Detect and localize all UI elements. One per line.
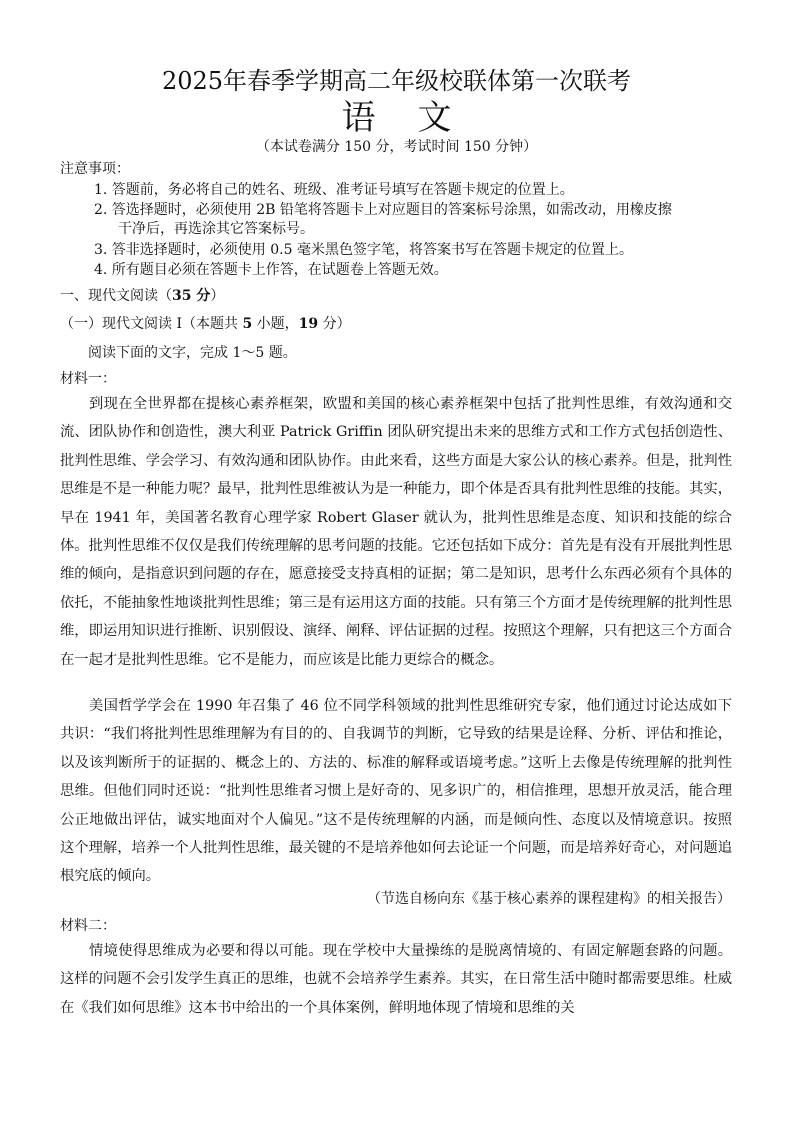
subsection-heading: （一）现代文阅读 I（本题共 5 小题，19 分）: [60, 316, 351, 332]
notice-item: 2. 答选择题时，必须使用 2B 铅笔将答题卡上对应题目的答案标号涂黑，如需改动，用橡皮擦: [94, 202, 672, 218]
subject-title: 语文: [341, 98, 494, 138]
material-1-label: 材料一：: [60, 371, 116, 387]
material-1-paragraph: 到现在全世界都在提核心素养框架，欧盟和美国的核心素养框架中包括了批判性思维，有效沟通和交流、团队协作和创造性，澳大利亚 Patrick Griffin 团队研究提出未来的思维方式和工作方式包括创造性、批判性思维、学会学习、有效沟通和团队协作。由此来看，这些方面是大家公认的核心素养。但是，批判性思维是不是一种能力呢？最早，批判性思维被认为是一种能力，即个体是否具有批判性思维的技能。其实，早在 1941 年，美国著名教育心理学家 Robert Glaser 就认为，批判性思维是态度、知识和技能的综合体。批判性思维不仅仅是我们传统理解的思考问题的技能。它还包括如下成分：首先是有没有开展批判性思维的倾向，是指意识到问题的存在，愿意接受支持真相的证据；第二是知识，思考什么东西必须有个具体的依托，不能抽象性地谈批判性思维；第三是有运用这方面的技能。只有第三个方面才是传统理解的批判性思维，即运用知识进行推断、识别假设、演绎、阐释、评估证据的过程。按照这个理解，只有把这三个方面合在一起才是批判性思维。它不是能力，而应该是比能力更综合的概念。: [60, 396, 732, 668]
notices-label: 注意事项：: [60, 161, 130, 177]
material-1-source: （节选自杨向东《基于核心素养的课程建构》的相关报告）: [367, 891, 731, 907]
instruction: 阅读下面的文字，完成 1～5 题。: [88, 345, 297, 361]
exam-title: 2025年春季学期高二年级校联体第一次联考: [161, 67, 632, 95]
notice-item: 3. 答非选择题时，必须使用 0.5 毫米黑色签字笔，将答案书写在答题卡规定的位置上。: [94, 242, 633, 258]
material-2-paragraph: 情境使得思维成为必要和得以可能。现在学校中大量操练的是脱离情境的、有固定解题套路的问题。这样的问题不会引发学生真正的思维，也就不会培养学生素养。其实，在日常生活中随时都需要思维。杜威在《我们如何思维》这本书中给出的一个具体案例，鲜明地体现了情境和思维的关: [60, 943, 732, 1016]
material-2-label: 材料二：: [60, 918, 116, 934]
notice-item: 4. 所有题目必须在答题卡上作答，在试题卷上答题无效。: [94, 262, 448, 278]
section-heading: 一、现代文阅读（35 分）: [60, 288, 225, 304]
notice-item: 1. 答题前，务必将自己的姓名、班级、准考证号填写在答题卡规定的位置上。: [94, 182, 574, 198]
exam-meta: （本试卷满分 150 分，考试时间 150 分钟）: [255, 139, 538, 155]
notice-item-continued: 干净后，再选涂其它答案标号。: [118, 221, 314, 237]
material-1-paragraph: 美国哲学学会在 1990 年召集了 46 位不同学科领域的批判性思维研究专家，他们通过讨论达成如下共识：“我们将批判性思维理解为有目的的、自我调节的判断，它导致的结果是诠释、分析、评估和推论，以及该判断所于的证据的、概念上的、方法的、标准的解释或语境考虑。”这听上去像是传统理解的批判性思维。但他们同时还说：“批判性思维者习惯上是好奇的、见多识广的，相信推理，思想开放灵活，能合理公正地做出评估，诚实地面对个人偏见。”这不是传统理解的内涵，而是倾向性、态度以及情境意识。按照这个理解，培养一个人批判性思维，最关键的不是培养他如何去论证一个问题，而是培养好奇心，对问题追根究底的倾向。: [60, 698, 732, 885]
